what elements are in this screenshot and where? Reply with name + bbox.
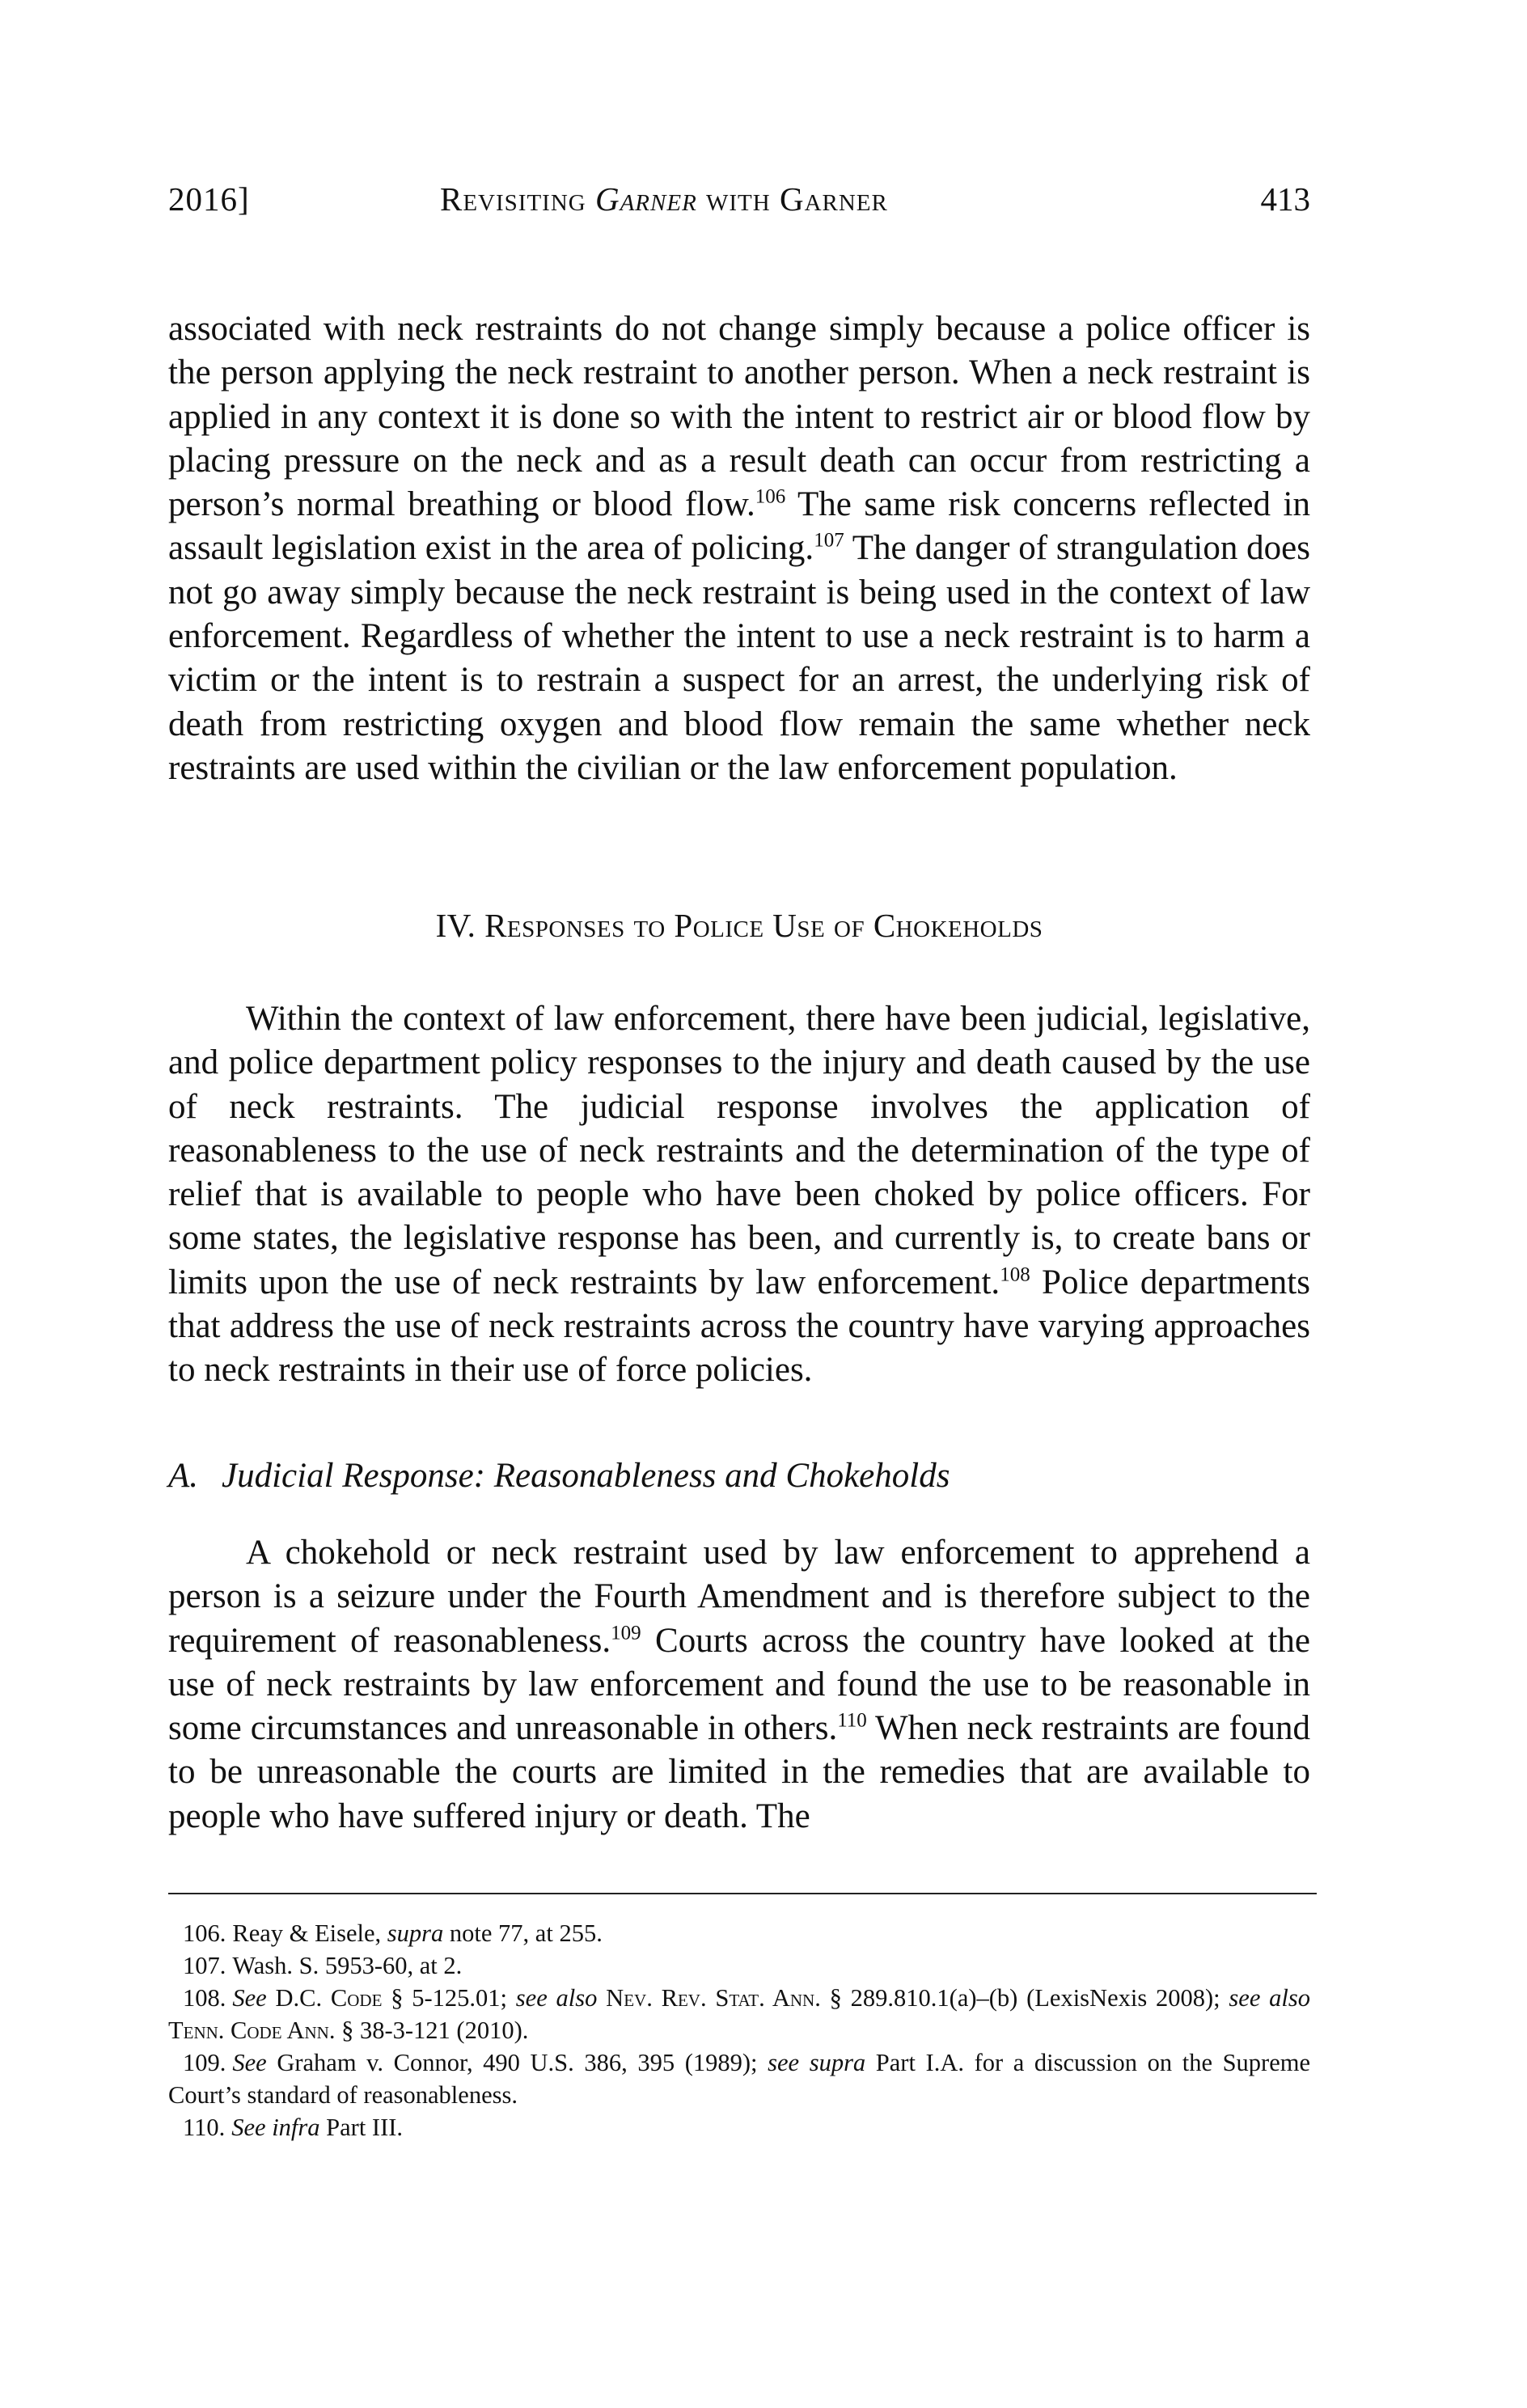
footnote-code-name: Tenn. Code Ann. (168, 2017, 336, 2044)
footnote-108 (168, 1982, 1310, 2046)
footnote-ref-107[interactable]: 107 (814, 530, 844, 552)
footnote-number: 106. (183, 1919, 226, 1947)
footnote-signal: supra (387, 1919, 444, 1947)
footnote-ref-108[interactable]: 108 (1000, 1263, 1030, 1286)
footnote-ref-106[interactable]: 106 (755, 485, 786, 508)
subsection-letter: A. (168, 1457, 199, 1495)
footnote-code-name: Code (330, 1984, 383, 2012)
footnote-text: Wash. S. 5953-60, at 2. (232, 1952, 463, 1979)
footnote-text: § 289.810.1(a)–(b) (LexisNexis 2008); (820, 1984, 1229, 2012)
subsection-paragraph (168, 1531, 1310, 1839)
footnote-text: Part I.A. for a discussion on the Supreme Court’s standard of reasonableness. (168, 2049, 1311, 2109)
footnote-110 (168, 2111, 1310, 2144)
section-heading (168, 906, 1310, 945)
header-title-suffix: with Garner (696, 180, 888, 218)
section-text-1: Within the context of law enforcement, there have been judicial, legislative, and police department policy responses to the injury and death caused by the use of neck restraints. The judicial response involves the application of reasonableness to the use of neck restraints and the determination of the type of relief that is available to people who have been choked by police officers. For some states, the legislative response has been, and currently is, to create bans or limits upon the use of neck restraints by law enforcement. (168, 1000, 1310, 1301)
footnote-text: § 5-125.01; (382, 1984, 516, 2012)
header-year: 2016] (168, 180, 250, 218)
footnote-number: 107. (183, 1952, 226, 1979)
footnote-107 (168, 1949, 1310, 1982)
section-paragraph (168, 997, 1310, 1393)
footnote-text: § 38-3-121 (2010). (335, 2017, 529, 2044)
footnote-text: Part III. (319, 2114, 404, 2141)
footnote-text (597, 1984, 606, 2012)
footnote-signal: see also (515, 1984, 598, 2012)
subsection-title: Judicial Response: Reasonableness and Chokeholds (222, 1457, 950, 1495)
footnote-number: 108. (183, 1984, 226, 2012)
page-number: 413 (1260, 180, 1310, 218)
section-text-2: Police departments that address the use of neck restraints across the country have varying approaches to neck restraints in their use of force policies. (168, 1263, 1310, 1390)
footnotes (168, 1917, 1310, 2144)
footnote-number: 109. (183, 2049, 226, 2076)
intro-text-2: The same risk concerns reflected in assault legislation exist in the area of policing. (168, 485, 1311, 568)
section-paragraph-text (168, 997, 1310, 1393)
footnote-ref-110[interactable]: 110 (837, 1709, 867, 1732)
subsection-text-1: A chokehold or neck restraint used by law enforcement to apprehend a person is a seizure under the Fourth Amendment and is therefore subject to the requirement of reasonableness. (168, 1534, 1310, 1660)
subsection-heading (168, 1456, 1310, 1496)
footnote-text: Graham v. Connor, 490 U.S. 386, 395 (1989); (266, 2049, 768, 2076)
footnote-signal: See (232, 2049, 267, 2076)
section-title: Responses to Police Use of Chokeholds (484, 907, 1043, 944)
footnote-106 (168, 1917, 1310, 1949)
subsection-text-3: When neck restraints are found to be unreasonable the courts are limited in the remedies that are available to people who have suffered injury or death. The (168, 1709, 1310, 1835)
footnote-number: 110. (183, 2114, 226, 2141)
intro-text-1: associated with neck restraints do not change simply because a police officer is the person applying the neck restraint to another person. When a neck restraint is applied in any context it is done so with the intent to restrict air or blood flow by placing pressure on the neck and as a result death can occur from restricting a person’s normal breathing or blood flow. (168, 310, 1310, 524)
header-title (440, 180, 888, 218)
subsection-paragraph-text (168, 1531, 1310, 1839)
footnote-code-name: Nev. Rev. Stat. Ann. (606, 1984, 821, 2012)
footnote-signal: infra (272, 2114, 320, 2141)
footnote-signal: See (231, 2114, 266, 2141)
running-header (168, 180, 1310, 228)
footnote-signal: See (232, 1984, 267, 2012)
footnote-text: Reay & Eisele, (232, 1919, 387, 1947)
subsection-text-2: Courts across the country have looked at the use of neck restraints by law enforcement and found the use to be reasonable in some circumstances and unreasonable in others. (168, 1621, 1310, 1748)
intro-paragraph (168, 307, 1310, 790)
footnote-signal: see also (1229, 1984, 1310, 2012)
intro-text-3: The danger of strangulation does not go away simply because the neck restraint is being used in the context of law enforcement. Regardless of whether the intent to use a neck restraint is to harm a victim or the intent is to restrain a suspect for an arrest, the underlying risk of death from restricting oxygen and blood flow remain the same whether neck restraints are used within the civilian or the law enforcement population. (168, 529, 1311, 787)
footnote-signal: see supra (768, 2049, 866, 2076)
footnote-text: D.C. (266, 1984, 331, 2012)
footnote-109 (168, 2046, 1310, 2111)
header-title-case-name: Garner (594, 180, 697, 218)
header-title-prefix: Revisiting (440, 180, 595, 218)
footnote-ref-109[interactable]: 109 (611, 1622, 641, 1644)
footnote-divider (168, 1893, 1317, 1894)
footnote-text: note 77, at 255. (443, 1919, 603, 1947)
section-numeral: IV. (435, 907, 485, 944)
